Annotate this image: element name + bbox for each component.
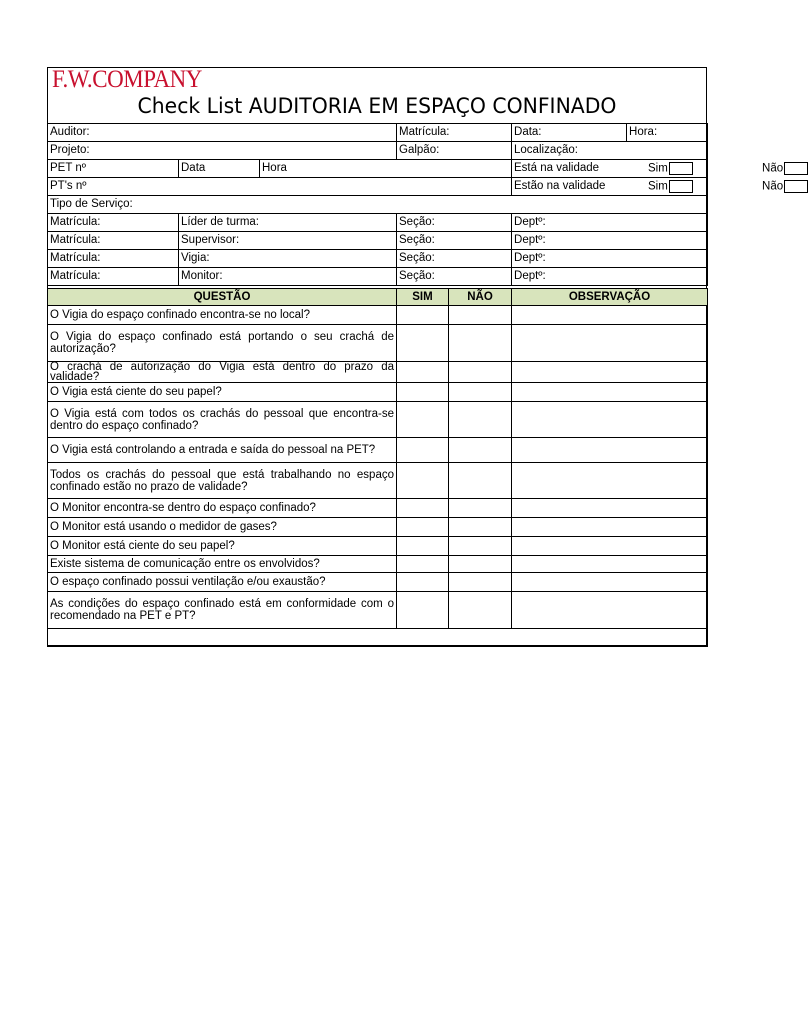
pet-hora-field[interactable]: Hora	[260, 160, 512, 178]
answer-sim-cell[interactable]	[397, 306, 449, 325]
question-text: O Vigia do espaço confinado está portando o seu crachá de autorização?	[48, 325, 397, 362]
question-row	[48, 463, 708, 499]
col-observacao-header: OBSERVAÇÃO	[512, 289, 708, 306]
staff-secao-field[interactable]: Seção:	[397, 232, 512, 250]
pet-validade-label: Está na validade	[514, 162, 600, 174]
question-text: O espaço confinado possui ventilação e/ou exaustão?	[48, 573, 397, 592]
question-text: O Vigia está com todos os crachás do pessoal que encontra-se dentro do espaço confinado?	[48, 402, 397, 438]
question-text: O Monitor está ciente do seu papel?	[48, 537, 397, 556]
pet-field[interactable]: PET nº	[48, 160, 179, 178]
answer-sim-cell[interactable]	[397, 556, 449, 573]
staff-role-field[interactable]: Monitor:	[179, 268, 397, 286]
info-table	[47, 123, 784, 286]
answer-nao-cell[interactable]	[449, 383, 512, 402]
answer-nao-cell[interactable]	[449, 499, 512, 518]
answer-sim-cell[interactable]	[397, 592, 449, 629]
pet-data-field[interactable]: Data	[179, 160, 260, 178]
questions-header-row	[48, 289, 708, 306]
question-row	[48, 499, 708, 518]
question-text: O Vigia do espaço confinado encontra-se no local?	[48, 306, 397, 325]
observacao-cell[interactable]	[512, 438, 708, 463]
staff-matricula-field[interactable]: Matrícula:	[48, 268, 179, 286]
page-title: Check List AUDITORIA EM ESPAÇO CONFINADO	[137, 94, 617, 118]
question-row	[48, 362, 708, 383]
answer-sim-cell[interactable]	[397, 463, 449, 499]
empty-row	[48, 629, 708, 647]
answer-sim-cell[interactable]	[397, 499, 449, 518]
staff-depto-field[interactable]: Deptº:	[512, 268, 708, 286]
question-text: O Monitor encontra-se dentro do espaço confinado?	[48, 499, 397, 518]
question-row	[48, 592, 708, 629]
answer-nao-cell[interactable]	[449, 592, 512, 629]
info-row-pts	[48, 178, 708, 196]
question-text: Todos os crachás do pessoal que está trabalhando no espaço confinado estão no prazo de validade?	[48, 463, 397, 499]
staff-row	[48, 250, 708, 268]
question-text: O crachá de autorização do Vigia está dentro do prazo da validade?	[48, 362, 397, 383]
pet-validade-cell	[512, 160, 784, 178]
answer-nao-cell[interactable]	[449, 402, 512, 438]
pts-sim-checkbox[interactable]	[669, 180, 693, 193]
auditor-field[interactable]: Auditor:	[48, 124, 397, 142]
question-row	[48, 325, 708, 362]
question-row	[48, 573, 708, 592]
question-row	[48, 518, 708, 537]
info-row-projeto	[48, 142, 708, 160]
projeto-field[interactable]: Projeto:	[48, 142, 397, 160]
staff-secao-field[interactable]: Seção:	[397, 250, 512, 268]
pts-validade-label: Estão na validade	[514, 180, 606, 192]
galpao-field[interactable]: Galpão:	[397, 142, 512, 160]
observacao-cell[interactable]	[512, 402, 708, 438]
answer-nao-cell[interactable]	[449, 573, 512, 592]
question-row	[48, 438, 708, 463]
pts-field[interactable]: PT's nº	[48, 178, 512, 196]
answer-nao-cell[interactable]	[449, 518, 512, 537]
answer-nao-cell[interactable]	[449, 463, 512, 499]
data-field[interactable]: Data:	[512, 124, 627, 142]
answer-sim-cell[interactable]	[397, 325, 449, 362]
staff-matricula-field[interactable]: Matrícula:	[48, 232, 179, 250]
answer-sim-cell[interactable]	[397, 518, 449, 537]
col-questao-header: QUESTÃO	[48, 289, 397, 306]
staff-role-field[interactable]: Supervisor:	[179, 232, 397, 250]
staff-matricula-field[interactable]: Matrícula:	[48, 214, 179, 232]
col-sim-header: SIM	[397, 289, 449, 306]
observacao-cell[interactable]	[512, 592, 708, 629]
question-text: O Vigia está controlando a entrada e saída do pessoal na PET?	[48, 438, 397, 463]
observacao-cell[interactable]	[512, 362, 708, 383]
question-row	[48, 537, 708, 556]
staff-secao-field[interactable]: Seção:	[397, 214, 512, 232]
questions-table	[47, 288, 708, 647]
observacao-cell[interactable]	[512, 306, 708, 325]
observacao-cell[interactable]	[512, 383, 708, 402]
blank-cell	[48, 629, 708, 647]
info-row-auditor	[48, 124, 708, 142]
observacao-cell[interactable]	[512, 463, 708, 499]
answer-nao-cell[interactable]	[449, 556, 512, 573]
answer-nao-cell[interactable]	[449, 362, 512, 383]
staff-row	[48, 268, 708, 286]
observacao-cell[interactable]	[512, 499, 708, 518]
staff-depto-field[interactable]: Deptº:	[512, 214, 708, 232]
pet-nao-label: Não	[762, 162, 784, 175]
answer-sim-cell[interactable]	[397, 537, 449, 556]
pts-validade-cell	[512, 178, 784, 196]
staff-depto-field[interactable]: Deptº:	[512, 250, 708, 268]
answer-sim-cell[interactable]	[397, 438, 449, 463]
question-row	[48, 402, 708, 438]
pts-nao-label: Não	[762, 180, 784, 193]
info-row-pet	[48, 160, 708, 178]
observacao-cell[interactable]	[512, 518, 708, 537]
pet-sim-checkbox[interactable]	[669, 162, 693, 175]
staff-role-field[interactable]: Líder de turma:	[179, 214, 397, 232]
observacao-cell[interactable]	[512, 325, 708, 362]
answer-nao-cell[interactable]	[449, 325, 512, 362]
localizacao-field[interactable]: Localização:	[512, 142, 708, 160]
answer-nao-cell[interactable]	[449, 306, 512, 325]
answer-sim-cell[interactable]	[397, 383, 449, 402]
hora-field[interactable]: Hora:	[627, 124, 708, 142]
matricula-field[interactable]: Matrícula:	[397, 124, 512, 142]
staff-row	[48, 214, 708, 232]
pet-sim-label: Sim	[648, 162, 668, 175]
question-text: O Monitor está usando o medidor de gases?	[48, 518, 397, 537]
staff-depto-field[interactable]: Deptº:	[512, 232, 708, 250]
observacao-cell[interactable]	[512, 556, 708, 573]
staff-matricula-field[interactable]: Matrícula:	[48, 250, 179, 268]
staff-role-field[interactable]: Vigia:	[179, 250, 397, 268]
staff-secao-field[interactable]: Seção:	[397, 268, 512, 286]
answer-nao-cell[interactable]	[449, 438, 512, 463]
pts-sim-label: Sim	[648, 180, 668, 193]
question-row	[48, 556, 708, 573]
answer-sim-cell[interactable]	[397, 402, 449, 438]
answer-sim-cell[interactable]	[397, 573, 449, 592]
question-row	[48, 383, 708, 402]
answer-sim-cell[interactable]	[397, 362, 449, 383]
col-nao-header: NÃO	[449, 289, 512, 306]
question-text: As condições do espaço confinado está em conformidade com o recomendado na PET e PT?	[48, 592, 397, 629]
pts-nao-checkbox[interactable]	[784, 180, 808, 193]
tipo-servico-field[interactable]: Tipo de Serviço:	[48, 196, 708, 214]
question-row	[48, 306, 708, 325]
staff-row	[48, 232, 708, 250]
question-text: Existe sistema de comunicação entre os envolvidos?	[48, 556, 397, 573]
company-logo: F.W.COMPANY	[52, 66, 202, 93]
answer-nao-cell[interactable]	[449, 537, 512, 556]
pet-nao-checkbox[interactable]	[784, 162, 808, 175]
observacao-cell[interactable]	[512, 537, 708, 556]
observacao-cell[interactable]	[512, 573, 708, 592]
info-row-tipo	[48, 196, 708, 214]
question-text: O Vigia está ciente do seu papel?	[48, 383, 397, 402]
